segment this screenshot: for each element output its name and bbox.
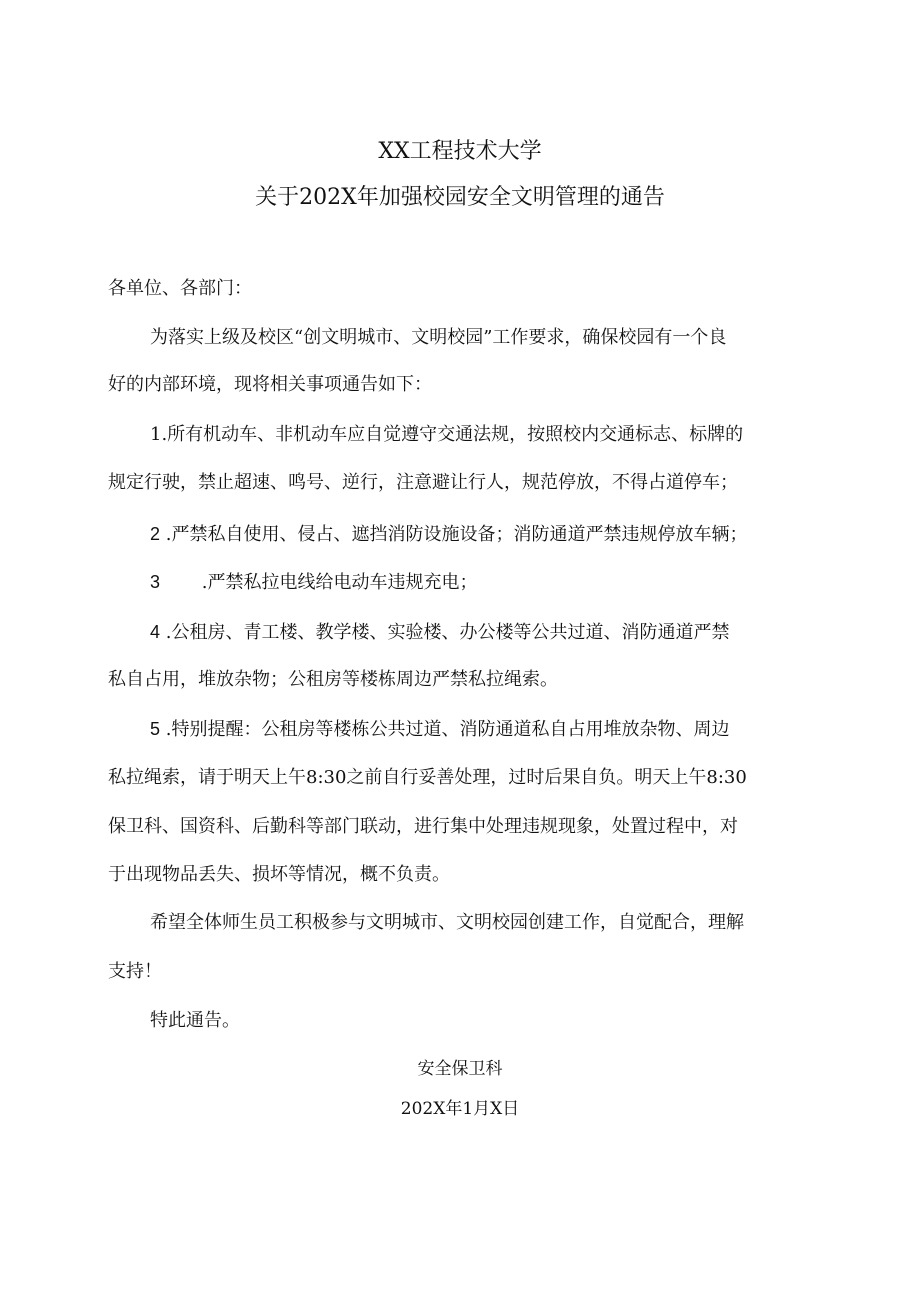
item-3-number: 3 bbox=[150, 572, 161, 592]
closing-line: 特此通告。 bbox=[150, 1010, 240, 1031]
item-1-line-1: 1.所有机动车、非机动车应自觉遵守交通法规，按照校内交通标志、标牌的 bbox=[150, 424, 744, 445]
item-5-text: .特别提醒：公租房等楼栋公共过道、消防通道私自占用堆放杂物、周边 bbox=[165, 719, 730, 740]
item-4-line-1 bbox=[150, 619, 729, 646]
item-5-line-3: 保卫科、国资科、后勤科等部门联动，进行集中处理违规现象，处置过程中，对 bbox=[108, 816, 738, 837]
item-4-number: 4 bbox=[150, 622, 161, 642]
intro-paragraph-line-2: 好的内部环境，现将相关事项通告如下： bbox=[108, 374, 432, 395]
signature-date: 202X年1月X日 bbox=[400, 1099, 520, 1119]
item-4-text: .公租房、青工楼、教学楼、实验楼、办公楼等公共过道、消防通道严禁 bbox=[165, 622, 730, 643]
item-3 bbox=[150, 569, 477, 596]
item-5-number: 5 bbox=[150, 719, 161, 739]
document-title-university: XX工程技术大学 bbox=[378, 139, 542, 164]
item-4-line-2: 私自占用，堆放杂物；公租房等楼栋周边严禁私拉绳索。 bbox=[108, 669, 558, 690]
item-5-line-1 bbox=[150, 716, 729, 743]
salutation: 各单位、各部门： bbox=[108, 278, 252, 299]
hope-paragraph-line-1: 希望全体师生员工积极参与文明城市、文明校园创建工作，自觉配合，理解 bbox=[150, 912, 744, 933]
item-1-line-2: 规定行驶，禁止超速、鸣号、逆行，注意避让行人，规范停放，不得占道停车； bbox=[108, 472, 738, 493]
hope-paragraph-line-2: 支持！ bbox=[108, 961, 162, 982]
item-5-line-2: 私拉绳索，请于明天上午8:30之前自行妥善处理，过时后果自负。明天上午8:30 bbox=[108, 767, 747, 788]
item-3-text: .严禁私拉电线给电动车违规充电； bbox=[201, 572, 478, 593]
item-2-text: .严禁私自使用、侵占、遮挡消防设施设备；消防通道严禁违规停放车辆； bbox=[165, 524, 748, 545]
item-2-number: 2 bbox=[150, 524, 161, 544]
intro-paragraph-line-1: 为落实上级及校区“创文明城市、文明校园”工作要求，确保校园有一个良 bbox=[150, 327, 727, 348]
item-2 bbox=[150, 521, 747, 548]
document-title-subject: 关于202X年加强校园安全文明管理的通告 bbox=[255, 185, 665, 210]
item-5-line-4: 于出现物品丢失、损坏等情况，概不负责。 bbox=[108, 864, 450, 885]
signature-department: 安全保卫科 bbox=[417, 1059, 503, 1079]
